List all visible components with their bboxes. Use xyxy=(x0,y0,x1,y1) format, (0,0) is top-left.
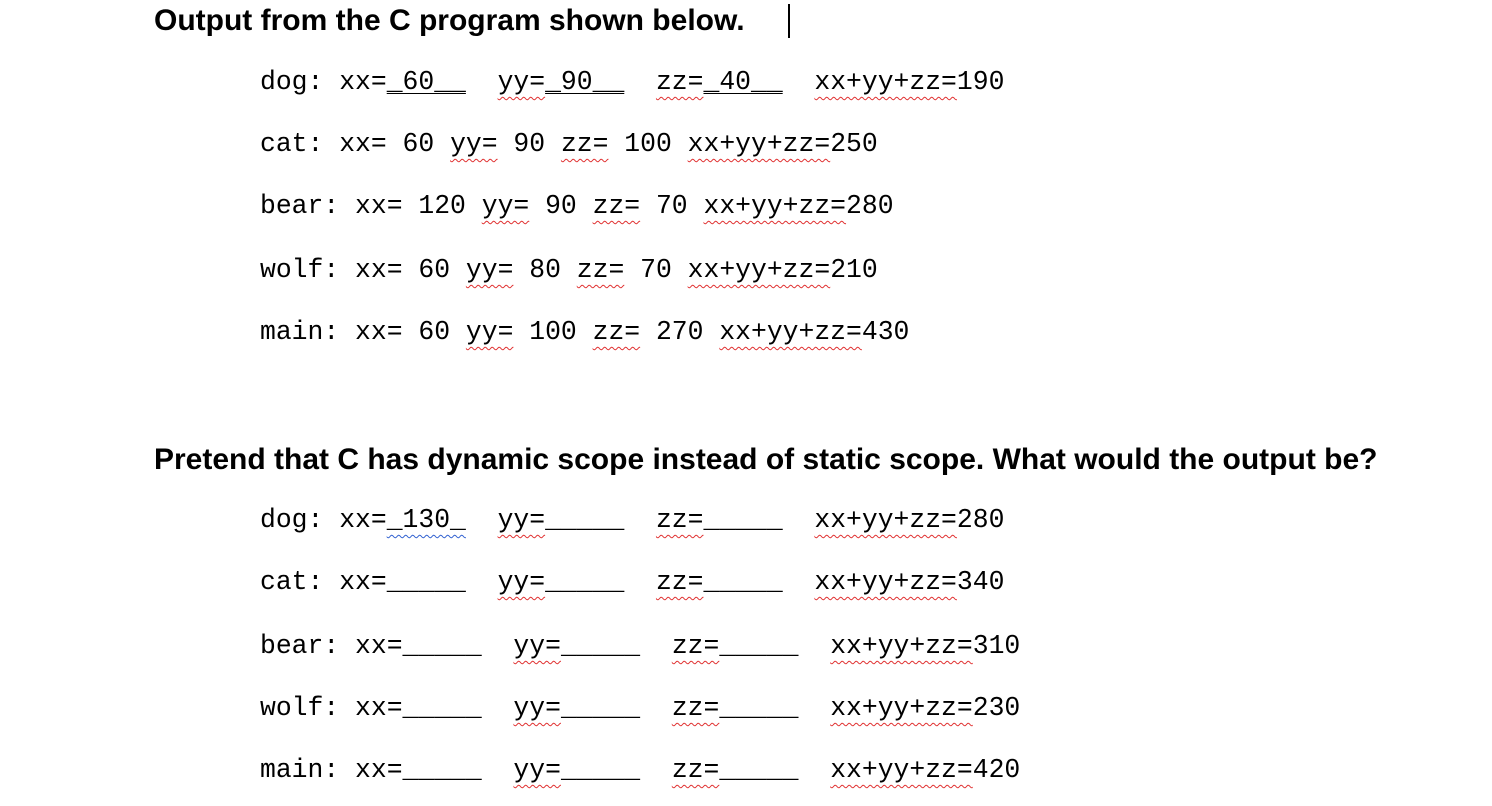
sum-label: xx+yy+zz= xyxy=(687,129,831,159)
xx-answer[interactable]: _____ xyxy=(402,693,482,723)
xx-answer[interactable]: _130_ xyxy=(386,505,466,535)
zz-answer[interactable]: _____ xyxy=(719,693,799,723)
function-name: bear: xyxy=(260,191,356,221)
sum-label: xx+yy+zz= xyxy=(830,631,973,661)
sum-label: xx+yy+zz= xyxy=(814,505,957,535)
sum-value: 420 xyxy=(972,755,1021,785)
function-name: bear: xyxy=(260,631,356,661)
output-line-main xyxy=(260,316,909,348)
yy-value: 90 xyxy=(497,129,561,159)
zz-label: zz= xyxy=(592,317,641,347)
sum-label: xx+yy+zz= xyxy=(830,693,973,723)
yy-label: yy= xyxy=(497,567,546,597)
zz-value: _40__ xyxy=(703,67,783,97)
yy-label: yy= xyxy=(497,67,546,97)
text-cursor xyxy=(788,4,790,38)
function-name: cat: xyxy=(260,567,340,597)
zz-answer[interactable]: _____ xyxy=(719,755,799,785)
xx-value: _60__ xyxy=(386,67,466,97)
zz-label: zz= xyxy=(671,631,720,661)
sum-value: 280 xyxy=(846,191,894,221)
output-line-bear xyxy=(260,190,894,222)
yy-answer[interactable]: _____ xyxy=(560,693,641,723)
zz-label: zz= xyxy=(655,67,704,97)
yy-label: yy= xyxy=(513,631,561,661)
zz-label: zz= xyxy=(655,505,704,535)
xx-label: xx= xyxy=(355,317,403,347)
sum-label: xx+yy+zz= xyxy=(687,255,831,285)
xx-value: 60 xyxy=(402,317,466,347)
answer-line-cat xyxy=(260,566,1004,598)
xx-value: 120 xyxy=(402,191,482,221)
sum-label: xx+yy+zz= xyxy=(703,191,847,221)
zz-value: 70 xyxy=(640,191,704,221)
answer-line-wolf xyxy=(260,692,1020,724)
yy-label: yy= xyxy=(481,191,530,221)
yy-label: yy= xyxy=(450,129,498,159)
yy-value: 90 xyxy=(529,191,593,221)
yy-answer[interactable]: _____ xyxy=(560,755,641,785)
yy-value: 80 xyxy=(513,255,577,285)
xx-label: xx= xyxy=(355,693,403,723)
function-name: dog: xyxy=(260,505,340,535)
section-heading-dynamic: Pretend that C has dynamic scope instead of static scope. What would the output be? xyxy=(154,443,1378,476)
output-line-wolf xyxy=(260,254,878,286)
xx-answer[interactable]: _____ xyxy=(402,631,482,661)
sum-value: 190 xyxy=(956,67,1005,97)
section-heading-static: Output from the C program shown below. xyxy=(154,4,745,37)
sum-label: xx+yy+zz= xyxy=(719,317,862,347)
sum-value: 280 xyxy=(956,505,1005,535)
zz-label: zz= xyxy=(560,129,609,159)
zz-value: 70 xyxy=(624,255,688,285)
xx-label: xx= xyxy=(355,191,403,221)
yy-label: yy= xyxy=(465,317,514,347)
sum-value: 250 xyxy=(830,129,878,159)
sum-label: xx+yy+zz= xyxy=(814,567,957,597)
output-line-dog xyxy=(260,66,1004,98)
sum-value: 230 xyxy=(972,693,1021,723)
xx-label: xx= xyxy=(339,67,387,97)
xx-value: 60 xyxy=(386,129,451,159)
yy-label: yy= xyxy=(497,505,546,535)
xx-answer[interactable]: _____ xyxy=(402,755,482,785)
answer-line-bear xyxy=(260,630,1020,662)
zz-label: zz= xyxy=(671,755,720,785)
zz-label: zz= xyxy=(592,191,641,221)
yy-answer[interactable]: _____ xyxy=(560,631,641,661)
xx-answer[interactable]: _____ xyxy=(386,567,466,597)
answer-line-main xyxy=(260,754,1020,786)
xx-label: xx= xyxy=(355,631,403,661)
zz-label: zz= xyxy=(655,567,704,597)
yy-answer[interactable]: _____ xyxy=(545,505,625,535)
zz-answer[interactable]: _____ xyxy=(703,567,783,597)
sum-value: 340 xyxy=(956,567,1005,597)
zz-value: 100 xyxy=(608,129,688,159)
yy-value: 100 xyxy=(513,317,593,347)
sum-label: xx+yy+zz= xyxy=(830,755,973,785)
zz-label: zz= xyxy=(576,255,625,285)
xx-value: 60 xyxy=(402,255,466,285)
function-name: dog: xyxy=(260,67,340,97)
yy-value: _90__ xyxy=(545,67,625,97)
xx-label: xx= xyxy=(339,129,387,159)
sum-value: 310 xyxy=(972,631,1021,661)
function-name: cat: xyxy=(260,129,340,159)
zz-value: 270 xyxy=(640,317,720,347)
answer-line-dog xyxy=(260,504,1004,536)
yy-label: yy= xyxy=(465,255,514,285)
sum-value: 430 xyxy=(861,317,910,347)
zz-answer[interactable]: _____ xyxy=(703,505,783,535)
xx-label: xx= xyxy=(355,755,403,785)
function-name: main: xyxy=(260,317,356,347)
output-line-cat xyxy=(260,128,878,160)
yy-label: yy= xyxy=(513,755,561,785)
zz-label: zz= xyxy=(671,693,720,723)
yy-answer[interactable]: _____ xyxy=(545,567,625,597)
xx-label: xx= xyxy=(355,255,403,285)
zz-answer[interactable]: _____ xyxy=(719,631,799,661)
sum-label: xx+yy+zz= xyxy=(814,67,957,97)
function-name: wolf: xyxy=(260,693,356,723)
sum-value: 210 xyxy=(830,255,878,285)
xx-label: xx= xyxy=(339,567,387,597)
function-name: main: xyxy=(260,755,356,785)
xx-label: xx= xyxy=(339,505,387,535)
yy-label: yy= xyxy=(513,693,561,723)
function-name: wolf: xyxy=(260,255,356,285)
